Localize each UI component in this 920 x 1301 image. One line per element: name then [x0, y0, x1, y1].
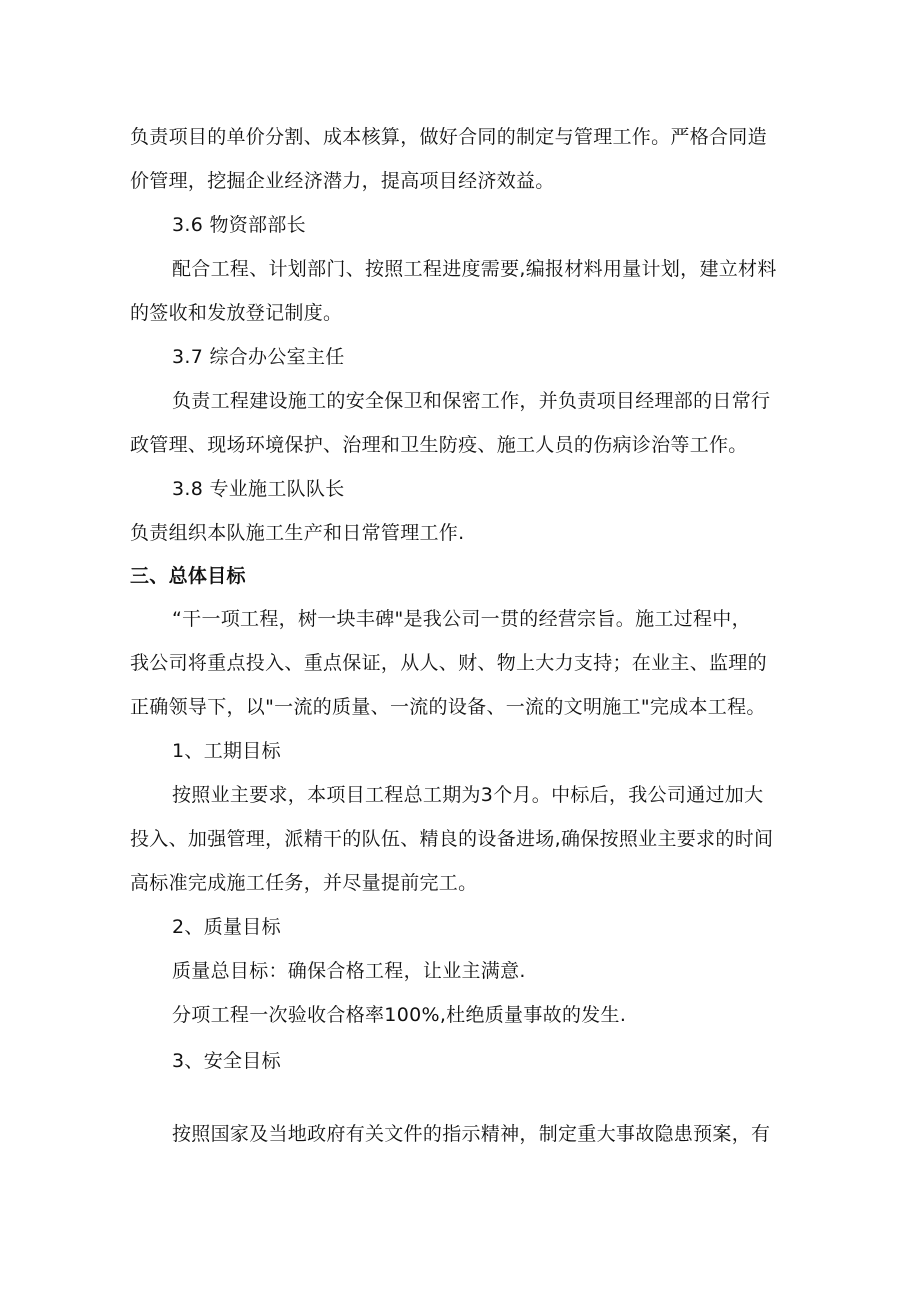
subheading-quality-goal: 2、质量目标 — [172, 916, 281, 938]
paragraph-line: 分项工程一次验收合格率100%,杜绝质量事故的发生. — [172, 1004, 627, 1026]
subheading-schedule-goal: 1、工期目标 — [172, 740, 281, 762]
paragraph-line: 按照业主要求，本项目工程总工期为3个月。中标后，我公司通过加大 — [172, 784, 764, 806]
paragraph-line: 正确领导下，以"一流的质量、一流的设备、一流的文明施工"完成本工程。 — [130, 696, 766, 718]
paragraph-line: 按照国家及当地政府有关文件的指示精神，制定重大事故隐患预案，有 — [172, 1123, 771, 1145]
subheading-safety-goal: 3、安全目标 — [172, 1050, 281, 1072]
paragraph-line: 投入、加强管理，派精干的队伍、精良的设备进场,确保按照业主要求的时间 — [130, 828, 774, 850]
paragraph-line: 负责组织本队施工生产和日常管理工作. — [130, 522, 465, 544]
paragraph-line: 政管理、现场环境保护、治理和卫生防疫、施工人员的伤病诊治等工作。 — [130, 434, 748, 456]
paragraph-line: “干一项工程，树一块丰碑"是我公司一贯的经营宗旨。施工过程中， — [172, 608, 751, 630]
paragraph-line: 负责工程建设施工的安全保卫和保密工作，并负责项目经理部的日常行 — [172, 390, 771, 412]
paragraph-line: 我公司将重点投入、重点保证，从人、财、物上大力支持；在业主、监理的 — [130, 652, 767, 674]
paragraph-line: 价管理，挖掘企业经济潜力，提高项目经济效益。 — [130, 170, 555, 192]
paragraph-line: 高标准完成施工任务，并尽量提前完工。 — [130, 872, 478, 894]
chapter-heading: 三、总体目标 — [130, 565, 246, 587]
section-heading-3-8: 3.8 专业施工队队长 — [172, 478, 345, 500]
section-heading-3-6: 3.6 物资部部长 — [172, 214, 306, 236]
paragraph-line: 配合工程、计划部门、按照工程进度需要,编报材料用量计划，建立材料 — [172, 258, 777, 280]
section-heading-3-7: 3.7 综合办公室主任 — [172, 346, 345, 368]
paragraph-line: 负责项目的单价分割、成本核算，做好合同的制定与管理工作。严格合同造 — [130, 126, 767, 148]
paragraph-line: 的签收和发放登记制度。 — [130, 302, 343, 324]
paragraph-line: 质量总目标：确保合格工程，让业主满意. — [172, 960, 526, 982]
